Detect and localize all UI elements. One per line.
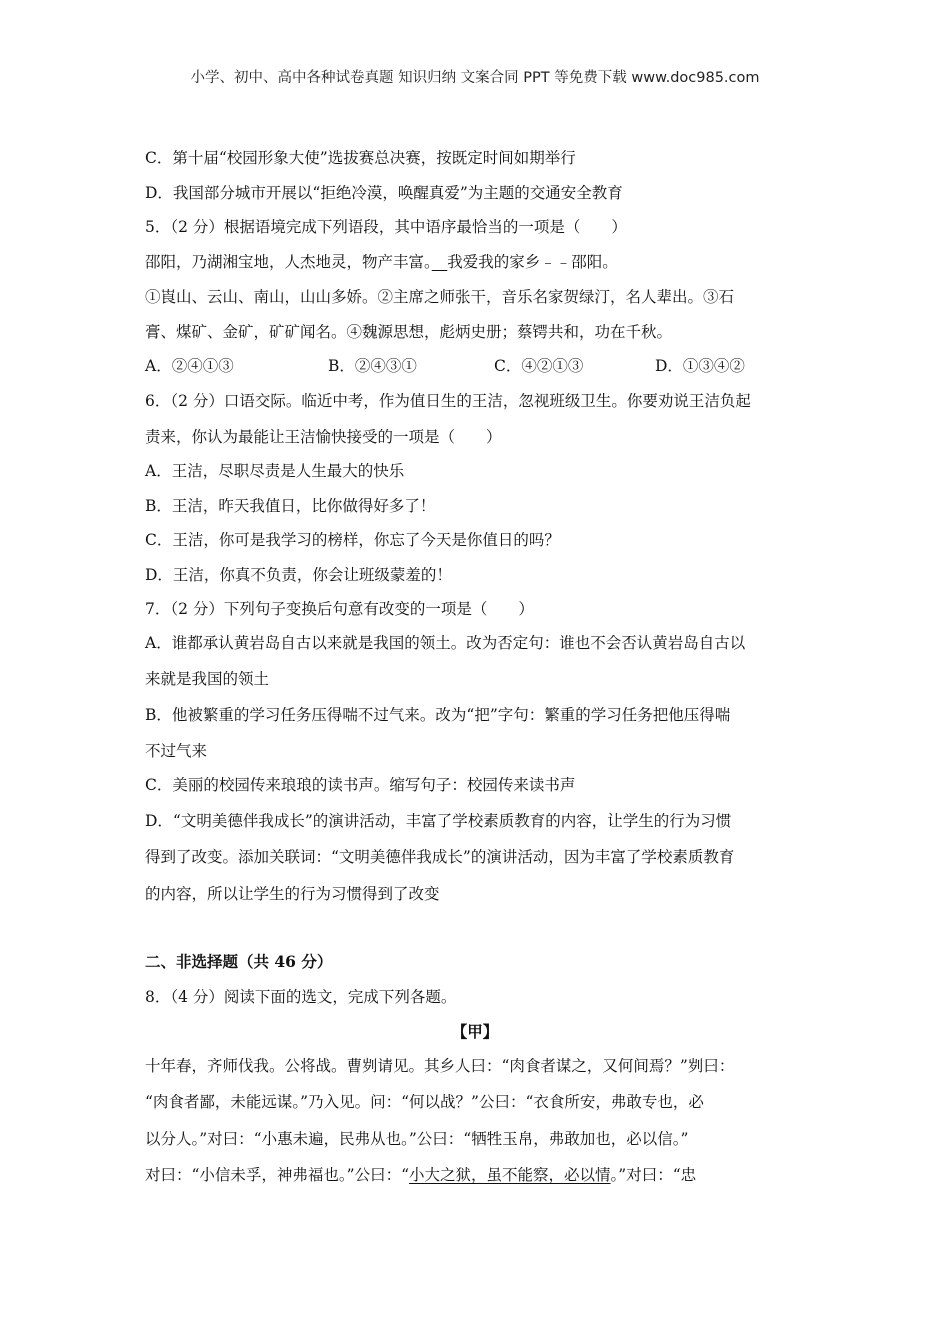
- q8-question: 8．（4 分）阅读下面的选文，完成下列各题。: [145, 988, 457, 1006]
- q6-question-line2: 责来，你认为最能让王洁愉快接受的一项是（ ）: [145, 428, 502, 446]
- q6-question-line1: 6．（2 分）口语交际。临近中考，作为值日生的王洁，忽视班级卫生。你要劝说王洁负起: [145, 392, 751, 410]
- q7-option-d-line3: 的内容，所以让学生的行为习惯得到了改变: [145, 885, 440, 903]
- q4-option-d: D．我国部分城市开展以“拒绝冷漠，唤醒真爱”为主题的交通安全教育: [145, 184, 623, 202]
- q5-option-a: A．②④①③: [145, 357, 234, 375]
- q6-option-d: D．王洁，你真不负责，你会让班级蒙羞的！: [145, 566, 452, 584]
- q4-option-c: C．第十届“校园形象大使”选拔赛总决赛，按既定时间如期举行: [145, 149, 576, 167]
- passage-line3: 以分人。”对曰：“小惠未遍，民弗从也。”公曰：“牺牲玉帛，弗敢加也，必以信。”: [145, 1130, 689, 1148]
- q7-option-d-line1: D．“文明美德伴我成长”的演讲活动，丰富了学校素质教育的内容，让学生的行为习惯: [145, 812, 732, 830]
- q5-option-c: C．④②①③: [494, 357, 584, 375]
- passage-line2: “肉食者鄙，未能远谋。”乃入见。问：“何以战？”公曰：“衣食所安，弗敢专也，必: [145, 1093, 704, 1111]
- q5-option-b: B．②④③①: [328, 357, 417, 375]
- q6-option-c: C．王洁，你可是我学习的榜样，你忘了今天是你值日的吗？: [145, 531, 560, 549]
- q7-question: 7．（2 分）下列句子变换后句意有改变的一项是（ ）: [145, 600, 534, 618]
- q5-sentences-line2: 膏、煤矿、金矿，矿矿闻名。④魏源思想，彪炳史册；蔡锷共和，功在千秋。: [145, 323, 673, 341]
- q6-option-a: A．王洁，尽职尽责是人生最大的快乐: [145, 462, 405, 480]
- passage-line4: [145, 1164, 696, 1186]
- q7-option-c: C．美丽的校园传来琅琅的读书声。缩写句子：校园传来读书声: [145, 776, 576, 794]
- q5-context-end: 我爱我的家乡﹣﹣邵阳。: [447, 253, 618, 271]
- q5-blank: [432, 253, 448, 271]
- q6-option-b: B．王洁，昨天我值日，比你做得好多了！: [145, 497, 436, 515]
- q5-question: 5．（2 分）根据语境完成下列语段，其中语序最恰当的一项是（ ）: [145, 218, 627, 236]
- passage-line4-start: 对曰：“小信未孚，神弗福也。”公曰：“: [145, 1166, 410, 1184]
- q7-option-b-line1: B．他被繁重的学习任务压得喘不过气来。改为“把”字句：繁重的学习任务把他压得喘: [145, 706, 731, 724]
- q5-context-text: 邵阳，乃湖湘宝地，人杰地灵，物产丰富。: [145, 253, 432, 271]
- q5-sentences-line1: ①崀山、云山、南山，山山多娇。②主席之师张干，音乐名家贺绿汀，名人辈出。③石: [145, 288, 735, 306]
- passage-label-jia: 【甲】: [451, 1022, 499, 1041]
- q7-option-a-line2: 来就是我国的领土: [145, 670, 270, 688]
- passage-line4-end: 。”对曰：“忠: [610, 1166, 697, 1184]
- q5-context: [145, 251, 618, 273]
- q5-option-d: D．①③④②: [655, 357, 745, 375]
- passage-line1: 十年春，齐师伐我。公将战。曹刿请见。其乡人曰：“肉食者谋之，又何间焉？”刿曰：: [145, 1057, 735, 1075]
- page-header-banner: 小学、初中、高中各种试卷真题 知识归纳 文案合同 PPT 等免费下载 www.doc985.com: [190, 70, 760, 86]
- q7-option-a-line1: A．谁都承认黄岩岛自古以来就是我国的领土。改为否定句：谁也不会否认黄岩岛自古以: [145, 634, 746, 652]
- q7-option-b-line2: 不过气来: [145, 742, 208, 760]
- underlined-phrase: 小大之狱，虽不能察，必以情: [409, 1166, 611, 1184]
- section-heading: 二、非选择题（共 46 分）: [145, 952, 333, 971]
- q7-option-d-line2: 得到了改变。添加关联词：“文明美德伴我成长”的演讲活动，因为丰富了学校素质教育: [145, 848, 735, 866]
